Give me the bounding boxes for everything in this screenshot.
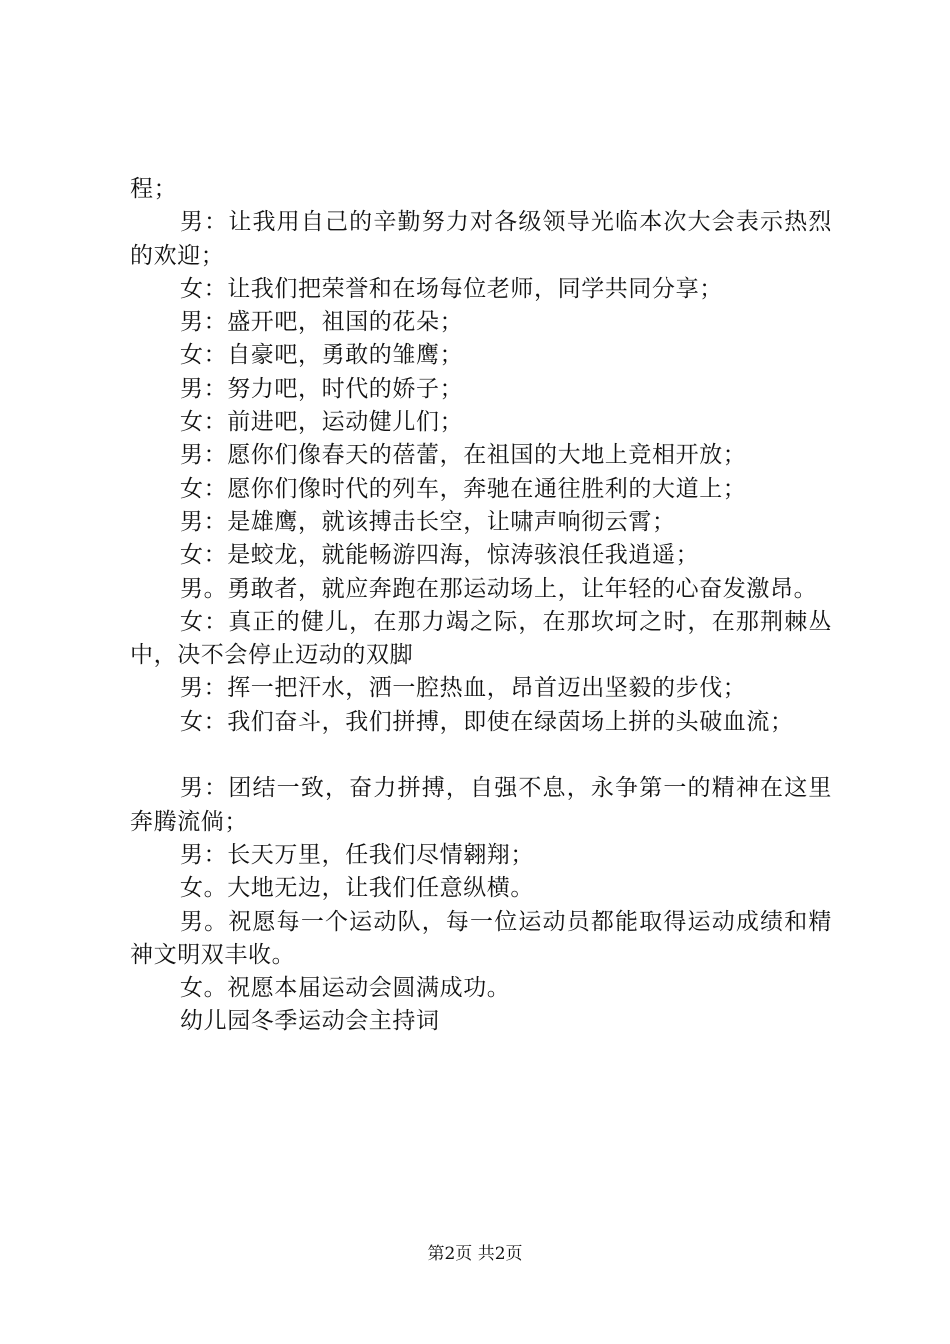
paragraph: 男。勇敢者，就应奔跑在那运动场上，让年轻的心奋发激昂。: [180, 575, 818, 602]
paragraph: 女：我们奋斗，我们拼搏，即使在绿茵场上拼的头破血流；: [180, 708, 794, 735]
paragraph: 女：前进吧，运动健儿们；: [180, 409, 464, 436]
paragraph: 女：自豪吧，勇敢的雏鹰；: [180, 342, 464, 369]
paragraph: 女：是蛟龙，就能畅游四海，惊涛骇浪任我逍遥；: [180, 542, 700, 569]
paragraph: 男：是雄鹰，就该搏击长空，让啸声响彻云霄；: [180, 508, 676, 535]
paragraph: 男：长天万里，任我们尽情翱翔；: [180, 841, 534, 868]
paragraph: 女。祝愿本届运动会圆满成功。: [180, 975, 511, 1002]
paragraph: 男：努力吧，时代的娇子；: [180, 375, 464, 402]
paragraph: 幼儿园冬季运动会主持词: [180, 1008, 440, 1035]
paragraph: 男：团结一致，奋力拼搏，自强不息，永争第一的精神在这里奔腾流倘；: [130, 775, 832, 835]
paragraph: 女：让我们把荣誉和在场每位老师，同学共同分享；: [180, 275, 723, 302]
document-body: [130, 173, 832, 1039]
paragraph: 男：盛开吧，祖国的花朵；: [180, 309, 464, 336]
paragraph: 女：愿你们像时代的列车，奔驰在通往胜利的大道上；: [180, 475, 747, 502]
paragraph: 男：让我用自己的辛勤努力对各级领导光临本次大会表示热烈的欢迎；: [130, 209, 832, 269]
paragraph: 程；: [130, 176, 178, 202]
paragraph: 男：愿你们像春天的蓓蕾，在祖国的大地上竞相开放；: [180, 442, 747, 469]
page-number-footer: 第2页 共2页: [427, 1244, 523, 1264]
paragraph: 男。祝愿每一个运动队，每一位运动员都能取得运动成绩和精神文明双丰收。: [130, 908, 832, 968]
paragraph: 女。大地无边，让我们任意纵横。: [180, 875, 534, 902]
paragraph: 女：真正的健儿，在那力竭之际，在那坎坷之时，在那荆棘丛中，决不会停止迈动的双脚: [130, 608, 832, 669]
blank-line: [130, 739, 832, 772]
paragraph: 男：挥一把汗水，洒一腔热血，昂首迈出坚毅的步伐；: [180, 675, 747, 702]
